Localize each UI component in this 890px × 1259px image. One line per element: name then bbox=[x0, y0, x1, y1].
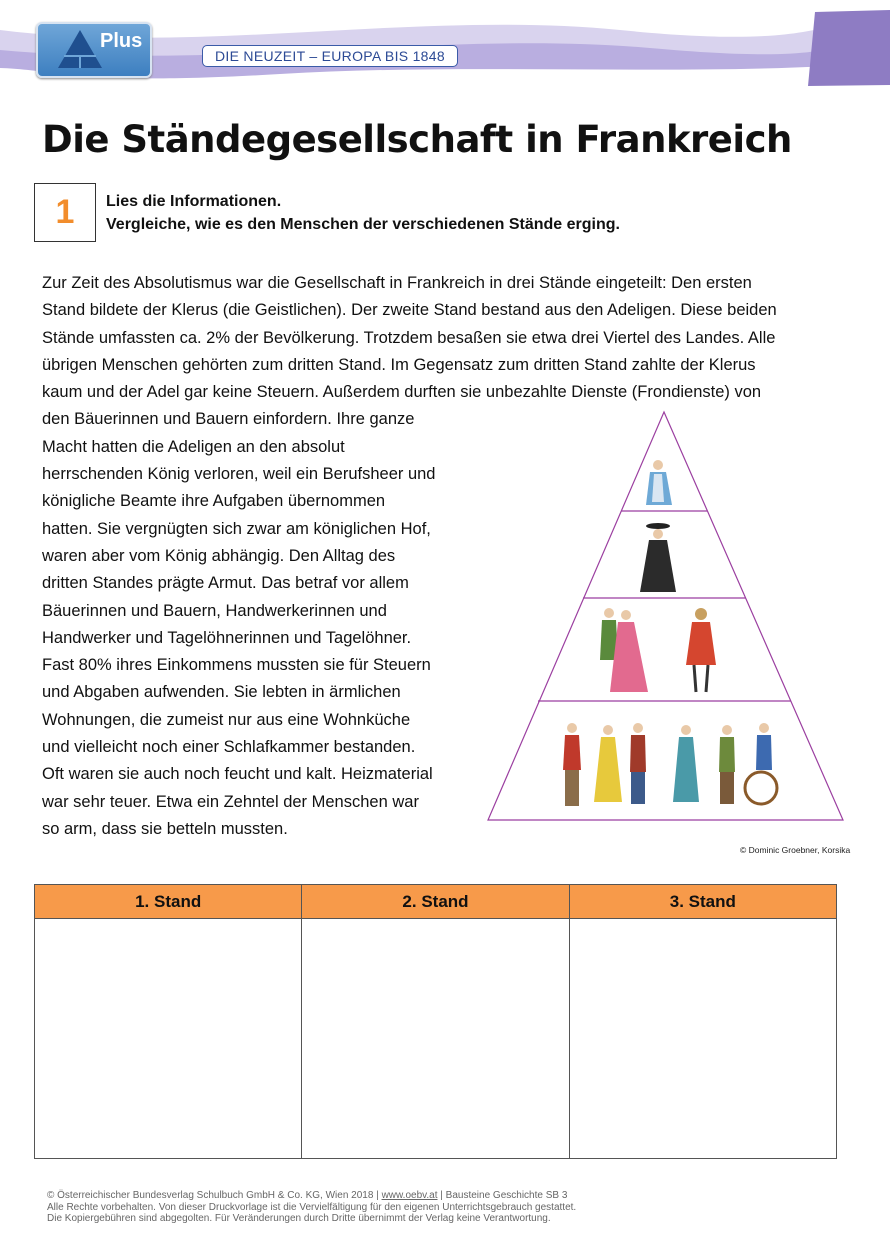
footer-link[interactable]: www.oebv.at bbox=[381, 1190, 438, 1201]
column-header-stand-2: 2. Stand bbox=[302, 885, 569, 919]
body-line: Wohnungen, die zumeist nur aus eine Wohnküche bbox=[42, 710, 411, 729]
body-line: waren aber vom König abhängig. Den Alltag des bbox=[42, 546, 396, 565]
body-line: Macht hatten die Adeligen an den absolut bbox=[42, 437, 345, 456]
column-header-stand-3: 3. Stand bbox=[569, 885, 836, 919]
estates-comparison-table bbox=[34, 884, 837, 1159]
body-line: kaum und der Adel gar keine Steuern. Außerdem durften sie unbezahlte Dienste (Frondienste) von bbox=[42, 383, 762, 402]
task-number: 1 bbox=[34, 183, 96, 242]
body-line: war sehr teuer. Etwa ein Zehntel der Menschen war bbox=[42, 792, 419, 811]
footer-publisher: © Österreichischer Bundesverlag Schulbuch GmbH & Co. KG, Wien 2018 | bbox=[47, 1190, 382, 1201]
body-line: dritten Standes prägte Armut. Das betraf vor allem bbox=[42, 574, 409, 593]
body-line: Stände umfassten ca. 2% der Bevölkerung. Trotzdem besaßen sie etwa drei Viertel des Landes. Alle bbox=[42, 328, 776, 347]
body-line: und Abgaben aufwenden. Sie lebten in ärmlichen bbox=[42, 683, 401, 702]
pyramid-logo-icon bbox=[56, 28, 104, 72]
body-line: königliche Beamte ihre Aufgaben übernommen bbox=[42, 492, 386, 511]
logo-text: Plus bbox=[100, 30, 143, 52]
king-figure-icon bbox=[646, 460, 672, 505]
task-line-1: Lies die Informationen. bbox=[106, 193, 282, 210]
body-line: herrschenden König verloren, weil ein Berufsheer und bbox=[42, 465, 436, 484]
footer-line-3: Die Kopiergebühren sind abgegolten. Für Veränderungen durch Dritte übernimmt der Verlag keine Verantwortung. bbox=[47, 1213, 551, 1224]
image-credit: © Dominic Groebner, Korsika bbox=[740, 845, 851, 855]
footer-line-2: Alle Rechte vorbehalten. Von dieser Druckvorlage ist die Vervielfältigung für den eigenen Unterrichtsgebrauch gestattet. bbox=[47, 1201, 577, 1213]
footer-series: | Bausteine Geschichte SB 3 bbox=[437, 1190, 568, 1201]
page-title: Die Ständegesellschaft in Frankreich bbox=[42, 118, 792, 161]
column-header-stand-1: 1. Stand bbox=[35, 885, 302, 919]
body-line: so arm, dass sie betteln mussten. bbox=[42, 819, 288, 838]
body-line: Handwerker und Tagelöhnerinnen und Tagelöhner. bbox=[42, 628, 412, 647]
third-estate-figures-icon bbox=[563, 723, 777, 806]
body-line: übrigen Menschen gehörten zum dritten Stand. Im Gegensatz zum dritten Stand zahlte der Klerus bbox=[42, 355, 756, 374]
section-label: DIE NEUZEIT – EUROPA BIS 1848 bbox=[202, 45, 458, 67]
estates-pyramid bbox=[486, 410, 846, 825]
body-line: Bäuerinnen und Bauern, Handwerkerinnen und bbox=[42, 601, 387, 620]
answer-cell-stand-2[interactable] bbox=[302, 919, 569, 1159]
cleric-figure-icon bbox=[640, 523, 676, 592]
footer-line-1 bbox=[47, 1190, 576, 1202]
body-line: hatten. Sie vergnügten sich zwar am königlichen Hof, bbox=[42, 519, 431, 538]
nobility-figures-icon bbox=[600, 608, 716, 692]
body-line: und vielleicht noch einer Schlafkammer bestanden. bbox=[42, 738, 416, 757]
body-line: Zur Zeit des Absolutismus war die Gesellschaft in Frankreich in drei Stände eingeteilt: Den ersten bbox=[42, 274, 752, 292]
task-line-2: Vergleiche, wie es den Menschen der verschiedenen Stände erging. bbox=[106, 216, 620, 233]
body-line: den Bäuerinnen und Bauern einfordern. Ihre ganze bbox=[42, 410, 415, 429]
answer-cell-stand-3[interactable] bbox=[569, 919, 836, 1159]
footer bbox=[47, 1190, 576, 1225]
body-line: Stand bildete der Klerus (die Geistlichen). Der zweite Stand bestand aus den Adeligen. Diese beiden bbox=[42, 301, 777, 320]
body-line: Fast 80% ihres Einkommens mussten sie für Steuern bbox=[42, 656, 431, 675]
body-line: Oft waren sie auch noch feucht und kalt. Heizmaterial bbox=[42, 765, 433, 784]
plus-logo bbox=[36, 22, 152, 78]
answer-cell-stand-1[interactable] bbox=[35, 919, 302, 1159]
task-instructions bbox=[106, 190, 620, 236]
